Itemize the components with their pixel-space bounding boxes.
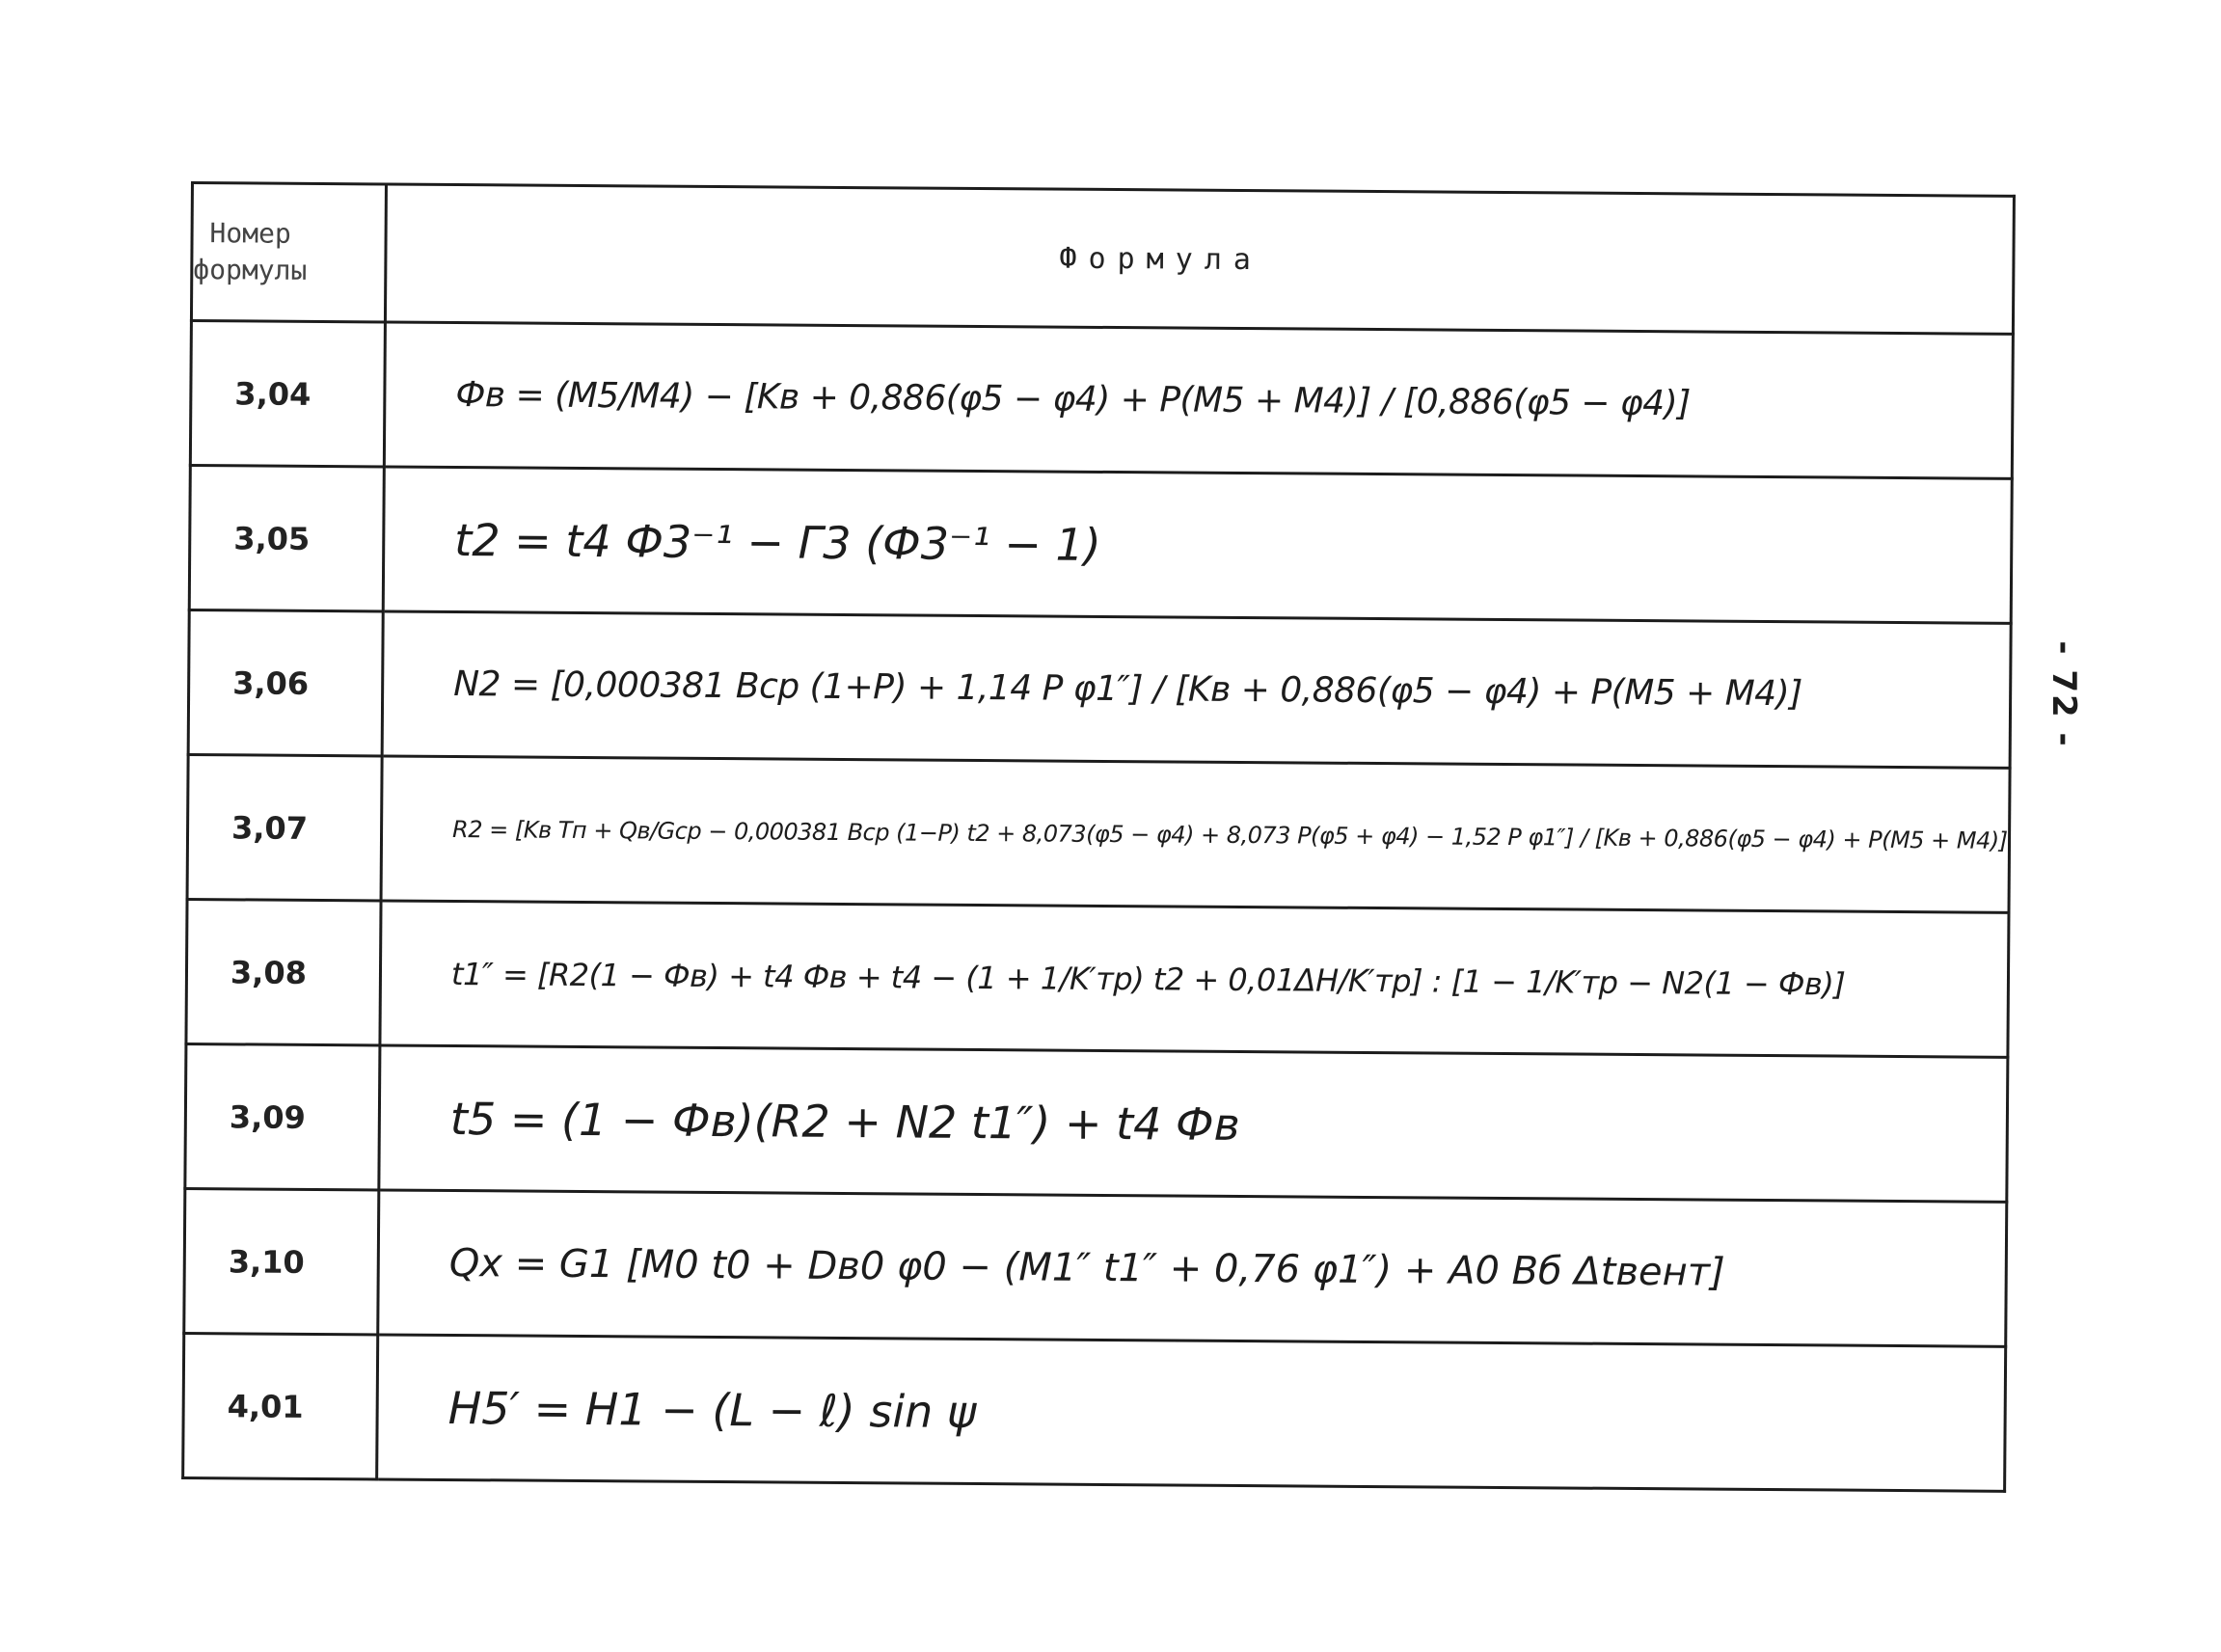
header-formula-column: Формула (385, 184, 2014, 334)
table-row (185, 1043, 2008, 1202)
formula-table (181, 181, 2015, 1493)
table-row (189, 466, 2012, 624)
header-number-line2: формулы (193, 254, 308, 286)
formula-expression: t1″ = [R2(1 − Фв) + t4 Фв + t4 − (1 + 1/K′тр) t2 + 0,01ΔH/K′тр] : [1 − 1/K′тр − N2(1 − Фв)] (380, 901, 2009, 1057)
formula-number: 3,05 (189, 466, 384, 611)
table-row (187, 754, 2010, 912)
formula-expression: t5 = (1 − Фв)(R2 + N2 t1″) + t4 Фв (379, 1045, 2008, 1202)
table-row (183, 1333, 2006, 1491)
formula-number: 3,10 (184, 1188, 379, 1334)
formula-number: 4,01 (183, 1333, 378, 1478)
formula-expression: H5′ = H1 − (L − ℓ) sin ψ (377, 1335, 2006, 1491)
formula-expression: t2 = t4 Ф3⁻¹ − Г3 (Ф3⁻¹ − 1) (383, 467, 2012, 623)
formula-number: 3,09 (185, 1043, 380, 1189)
table-row (184, 1188, 2007, 1346)
header-number-column (191, 183, 386, 322)
table-row (190, 321, 2013, 479)
formula-expression: Qx = G1 [M0 t0 + Dв0 φ0 − (M1″ t1″ + 0,76 φ1″) + A0 Bб Δtвент] (378, 1190, 2007, 1346)
formula-number: 3,04 (190, 321, 385, 467)
page-number: - 72 - (2045, 640, 2083, 748)
formula-expression: N2 = [0,000381 Bср (1+P) + 1,14 P φ1″] / [Kв + 0,886(φ5 − φ4) + P(M5 + M4)] (382, 611, 2011, 768)
formula-number: 3,07 (187, 754, 382, 900)
table-row (186, 899, 2009, 1057)
formula-expression: Фв = (M5/M4) − [Kв + 0,886(φ5 − φ4) + P(M5 + M4)] / [0,886(φ5 − φ4)] (384, 322, 2013, 478)
table-row (188, 609, 2011, 768)
table-header-row (191, 183, 2014, 335)
formula-expression: R2 = [Kв Tп + Qв/Gср − 0,000381 Bср (1−P) t2 + 8,073(φ5 − φ4) + 8,073 P(φ5 + φ4) − 1,52 P φ1″] / [Kв + 0,886(φ5 − φ4) + P(M5 + M4)] (381, 756, 2010, 912)
formula-number: 3,06 (188, 609, 383, 755)
formula-number: 3,08 (186, 899, 381, 1044)
header-number-line1: Номер (209, 217, 291, 250)
